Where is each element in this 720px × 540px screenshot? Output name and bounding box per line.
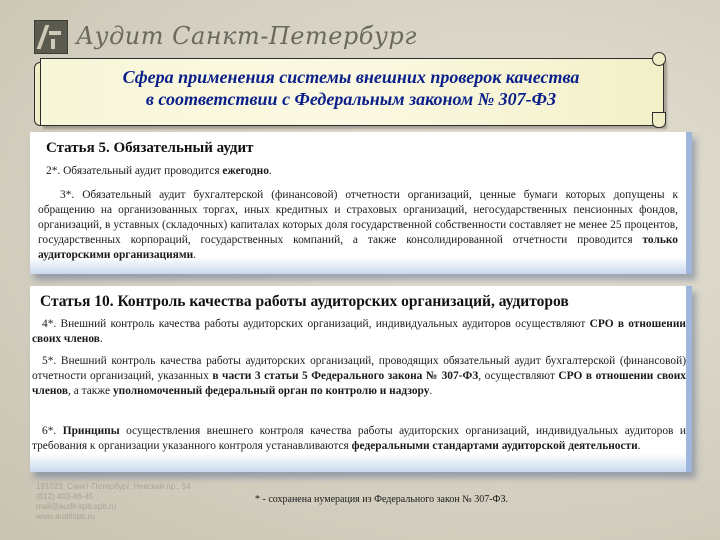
contact-phone: (812) 403-86-45 xyxy=(36,492,94,501)
contact-web: www.auditspb.ru xyxy=(36,512,95,521)
bar-chart-logo-icon xyxy=(34,20,68,54)
article-10-paragraph-6: 6*. Принципы осуществления внешнего контроля качества работы аудиторских организаций, индивидуальных аудиторов и требования к организации указанного контроля устанавливаются федеральными стандартами аудиторской деятельности. xyxy=(32,425,686,452)
scroll-curl-right-top xyxy=(652,52,666,66)
footnote: * - сохранена нумерация из Федерального закон № 307-ФЗ. xyxy=(255,494,508,505)
article-10-paragraph-5: 5*. Внешний контроль качества работы аудиторских организаций, проводящих обязательный аудит бухгалтерской (финансовой) отчетности организаций, указанных в части 3 статьи 5 Федерального закона № 307-ФЗ, осуществляют СРО в отношении своих членов, а также уполномоченный федеральный орган по контролю и надзору. xyxy=(32,355,686,397)
banner-title xyxy=(40,66,662,110)
article-10-paragraph-4: 4*. Внешний контроль качества работы аудиторских организаций, индивидуальных аудиторов осуществляют СРО в отношении своих членов. xyxy=(32,318,686,345)
contact-info xyxy=(36,482,191,522)
scroll-curl-right-bottom xyxy=(652,112,666,128)
article-5-paragraph-2: 2*. Обязательный аудит проводится ежегодно. xyxy=(46,165,272,177)
banner-line-1: Сфера применения системы внешних проверок качества xyxy=(122,67,580,87)
article-5-paragraph-3: 3*. Обязательный аудит бухгалтерской (финансовой) отчетности организаций, ценные бумаги которых допущены к обращению на организованных торгах, иных кредитных и страховых организаций, негосударственных пенсионных фондов, организаций, в уставных (складочных) капиталах которых доля государственной собственности составляет не менее 25 процентов, государственных корпораций, государственных компаний, а также консолидированной отчетности проводится только аудиторскими организациями. xyxy=(38,189,678,261)
brand-name: Аудит Санкт-Петербург xyxy=(76,22,417,50)
article-5-title: Статья 5. Обязательный аудит xyxy=(46,140,254,156)
banner-line-2: в соответствии с Федеральным законом № 307-ФЗ xyxy=(145,89,557,109)
contact-address: 191023, Санкт-Петербург, Невский пр., 54 xyxy=(36,482,191,491)
article-10-title: Статья 10. Контроль качества работы аудиторских организаций, аудиторов xyxy=(40,293,569,310)
contact-email: mail@audit-spb.spb.ru xyxy=(36,502,117,511)
